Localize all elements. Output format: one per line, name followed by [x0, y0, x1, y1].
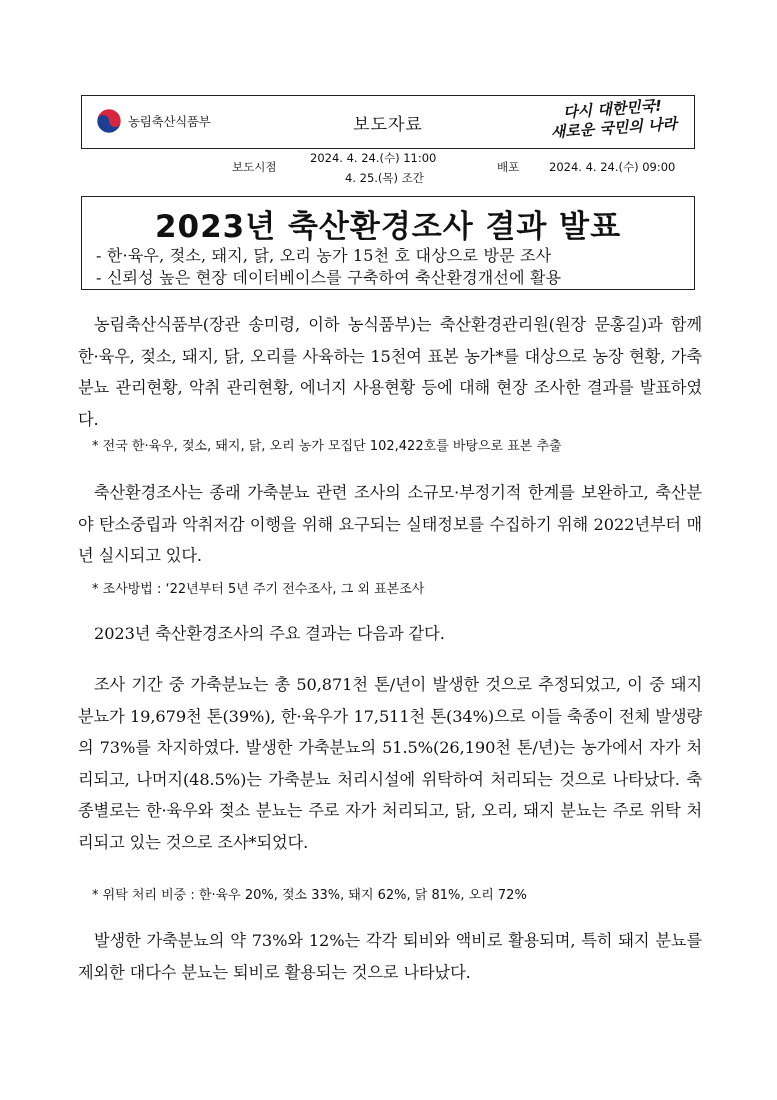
footnote-2: * 조사방법 : ‘22년부터 5년 주기 전수조사, 그 외 표본조사 [92, 582, 425, 597]
paragraph-5: 발생한 가축분뇨의 약 73%와 12%는 각각 퇴비와 액비로 활용되며, 특히 돼지 분뇨를 제외한 대다수 분뇨는 퇴비로 활용되는 것으로 나타났다. [78, 931, 702, 982]
paragraph-2: 축산환경조사는 종래 가축분뇨 관련 조사의 소규모·부정기적 한계를 보완하고, 축산분야 탄소중립과 악취저감 이행을 위해 요구되는 실태정보를 수집하기 위해 2022년부터 매년 실시되고 있다. [78, 483, 702, 565]
paragraph-3: 2023년 축산환경조사의 주요 결과는 다음과 같다. [94, 624, 445, 643]
footnote-1: * 전국 한·육우, 젖소, 돼지, 닭, 오리 농가 모집단 102,422호를 바탕으로 표본 추출 [92, 439, 562, 454]
footnote-3: * 위탁 처리 비중 : 한·육우 20%, 젖소 33%, 돼지 62%, 닭 81%, 오리 72% [92, 888, 527, 903]
distribution-label: 배포 [497, 160, 520, 174]
paragraph-1: 농림축산식품부(장관 송미령, 이하 농식품부)는 축산환경관리원(원장 문홍길)과 함께 한·육우, 젖소, 돼지, 닭, 오리를 사육하는 15천여 표본 농가*를 대상으로 농장 현황, 가축분뇨 관리현황, 악취 관리현황, 에너지 사용현황 등에 대해 현장 조사한 결과를 발표하였다. [78, 315, 702, 429]
subtitle-1: - 한·육우, 젖소, 돼지, 닭, 오리 농가 15천 호 대상으로 방문 조사 [96, 246, 552, 265]
embargo-date-1: 2024. 4. 24.(수) 11:00 [310, 151, 437, 165]
slogan-line-2: 새로운 국민의 나라 [549, 114, 678, 142]
embargo-date-2: 4. 25.(목) 조간 [345, 171, 424, 185]
government-slogan [548, 96, 677, 143]
page-title: 2023년 축산환경조사 결과 발표 [154, 209, 622, 245]
title-box [81, 196, 695, 290]
embargo-label: 보도시점 [232, 160, 277, 174]
release-info [0, 150, 777, 194]
document-type: 보도자료 [353, 115, 423, 135]
subtitle-2: - 신뢰성 높은 현장 데이터베이스를 구축하여 축산환경개선에 활용 [96, 268, 562, 287]
ministry-name: 농림축산식품부 [128, 114, 211, 129]
slogan-line-1: 다시 대한민국! [562, 96, 663, 122]
press-release-header [81, 95, 695, 149]
paragraph-4: 조사 기간 중 가축분뇨는 총 50,871천 톤/년이 발생한 것으로 추정되었고, 이 중 돼지분뇨가 19,679천 톤(39%), 한·육우가 17,511천 톤(34%)으로 이들 축종이 전체 발생량의 73%를 차지하였다. 발생한 가축분뇨의 51.5%(26,190천 톤/년)는 농가에서 자가 처리되고, 나머지(48.5%)는 가축분뇨 처리시설에 위탁하여 처리되는 것으로 나타났다. 축종별로는 한·육우와 젖소 분뇨는 주로 자가 처리되고, 닭, 오리, 돼지 분뇨는 주로 위탁 처리되고 있는 것으로 조사*되었다. [78, 675, 702, 852]
distribution-date: 2024. 4. 24.(수) 09:00 [549, 160, 676, 174]
